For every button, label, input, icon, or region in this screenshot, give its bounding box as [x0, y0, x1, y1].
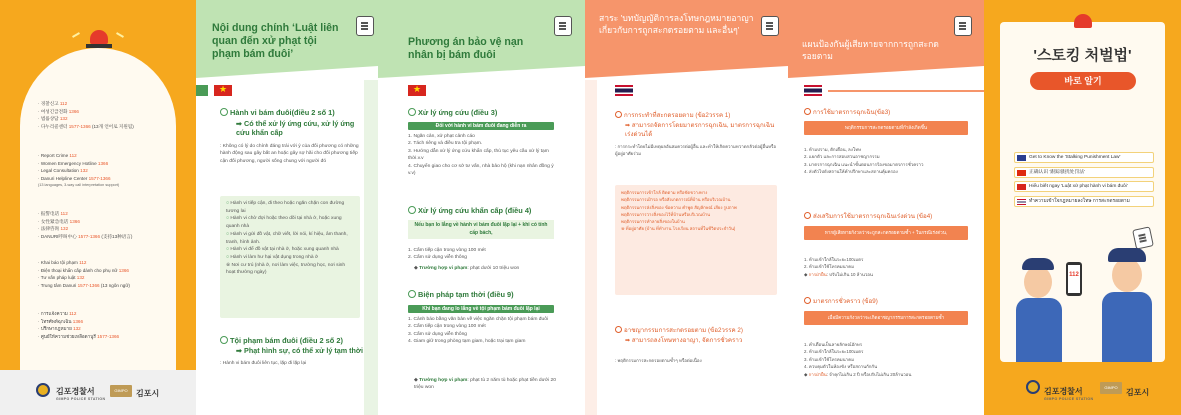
law-book-icon: [1132, 226, 1154, 249]
checkmark-icon: [408, 108, 416, 116]
siren-icon: [1074, 14, 1092, 28]
gimpo-city-logo: 김포시: [136, 389, 160, 398]
vietnam-flag-icon: [214, 85, 232, 96]
numbers-english: · Report Crime 112 · Women Emergency Hotline 1366 · Legal Consultation 132 · Danuri Helpline Center 1577-1366 (13 languages, 3-way call interpretation support): [38, 153, 120, 188]
panel-main-content-vn: Nội dung chính ‘Luật liên quan đến xử phạt tội phạm bám đuôi’ ★ Hành vi bám đuôi(điều 2 số 1) ➡ Có thể xử lý ứng cứu, xử lý ứng cứu khẩn cấp : Không có lý do chính đáng trái với ý của đối phương có những hành động sau gây bất an hoặc gây sợ hãi cho đối phương tiếp cận đối phương, người sống chung với người đó ○ Hành vi tiếp cận, đi theo hoặc ngăn chặn con đường tương lai ○ Hành vi chờ đợi hoặc theo dõi tại nhà ở, hoặc xung quanh nhà ○ Hành vi gửi đồ vật, chữ viết, lời nói, kí hiệu, âm thanh, tranh, hình ảnh. ○ Hành vi để đồ vật tại nhà ở, hoặc xung quanh nhà ○ Hành vi làm hư hại vật dụng trong nhà ở ※ Nơi cư trú (nhà ở, nơi làm việc, trường học, nơi sinh hoạt thường ngày) Tội phạm bám đuôi (điều 2 số 2) ➡ Phạt hình sự, có thể xử lý tạm thời : Hành vi bám đuôi liên tục, lặp đi lặp lại: [196, 0, 378, 415]
china-flag-icon: [1017, 170, 1026, 176]
checkmark-icon: [804, 108, 811, 115]
thailand-flag-icon: [1017, 199, 1026, 205]
checkmark-icon: [408, 206, 416, 214]
panel-emergency-numbers: [0, 0, 196, 415]
gimpo-city-mark: GIMPO: [110, 385, 132, 397]
panel-protection-th: แผนป้องกันผู้เสียหายจากการถูกสะกดรอยตาม การใช้มาตรการฉุกเฉิน(ข้อ3) พฤติกรรมการสะกดรอยตามที่กำลังเกิดขึ้น 1. ห้ามปราม, ตักเตือน, ลงโทษ 2. แยกตัว และการสอบสวนอาชญากรรม 3. มาตรการฉุกเฉิน แนะนำขั้นตอนการร้องขอมาตรการชั่วคราว 4. ส่งตัวไปยังสถานให้คำปรึกษาและสถานคุ้มครอง ส่งเสริมการใช้มาตรการฉุกเฉินเร่งด่วน (ข้อ4) หากผู้เสียหายกังวลว่าจะถูกสะกดรอยตามซ้ำ + ในกรณีเร่งด่วน, 1. ห้ามเข้าใกล้ในระยะ100เมตร 2. ห้ามเข้าใช้โทรคมนาคม ◆ การฝ่าฝืน: ปรับไม่เกิน 10 ล้านวอน มาตรการชั่วคราว (ข้อ9) เมื่อมีความกังวลว่าจะเกิดอาชญากรรมการสะกดรอยตามซ้ำ 1. คำเตือนเป็นลายลักษณ์อักษร 2. ห้ามเข้าใกล้ในระยะ100เมตร 3. ห้ามเข้าใช้โทรคมนาคม 4. ควบคุมตัวในห้องขัง หรือสถานกักกัน ◆ การฝ่าฝืน: จำคุกไม่เกิน 2 ปี หรือปรับไม่เกิน 20ล้านวอน: [788, 0, 984, 415]
footer-bar: [0, 370, 196, 415]
section-emergency-response: Xử lý ứng cứu khẩn cấp (điều 4): [408, 206, 568, 215]
police-logo: 김포경찰서 GIMPO POLICE STATION: [1044, 387, 1094, 401]
vietnam-flag-icon: [1017, 184, 1026, 190]
checkmark-icon: [408, 290, 416, 298]
language-list: [1014, 152, 1154, 210]
section-response: การใช้มาตรการฉุกเฉิน(ข้อ3): [804, 108, 974, 117]
numbers-korean: · 경찰신고 112 · 여성긴급전화 1366 · 법률상담 132 · 다누리콜센터 1577-1366 (13개 언어로 지원됨): [38, 101, 134, 129]
document-icon: [356, 16, 374, 36]
list-item: Get to Know the 'Stalking Punishment Law': [1014, 152, 1154, 163]
behavior-list: พฤติกรรมการเข้าใกล้ ติดตาม หรือขัดขวางทาง พฤติกรรมการเฝ้ารอ หรือสังเกตการณ์ที่บ้าน หรือบริเวณบ้าน พฤติกรรมการส่งสิ่งของ ข้อความ คำพูด สัญลักษณ์ เสียง รูปภาพ พฤติกรรมการวางสิ่งของไว้ที่บ้านหรือบริเวณบ้าน พฤติกรรมการทำลายสิ่งของในบ้าน ※ ที่อยู่อาศัย (บ้าน ที่ทำงาน โรงเรียน สถานที่ในชีวิตประจำวัน): [615, 185, 777, 295]
section-stalking-behavior: Hành vi bám đuôi(điều 2 số 1): [220, 108, 360, 117]
section-stalking-crime: Tội phạm bám đuôi (điều 2 số 2): [220, 336, 360, 345]
siren-icon: [90, 30, 108, 44]
behavior-list: ○ Hành vi tiếp cận, đi theo hoặc ngăn chặn con đường tương lai ○ Hành vi chờ đợi hoặc theo dõi tại nhà ở, hoặc xung quanh nhà ○ Hành vi gửi đồ vật, chữ viết, lời nói, kí hiệu, âm thanh, tranh, hình ảnh. ○ Hành vi để đồ vật tại nhà ở, hoặc xung quanh nhà ○ Hành vi làm hư hại vật dụng trong nhà ở ※ Nơi cư trú (nhà ở, nơi làm việc, trường học, nơi sinh hoạt thường ngày): [220, 196, 360, 318]
cover-subtitle-pill: 바로 알기: [1030, 72, 1136, 90]
document-icon: [761, 16, 779, 36]
section-stalking-crime: อาชญากรรมการสะกดรอยตาม (ข้อ2วรรค 2): [615, 326, 785, 335]
gimpo-city-mark: GIMPO: [1100, 382, 1122, 394]
numbers-chinese: · 报警电话 112 · 女性紧急电话 1366 · 法律咨询 132 · DANURI呼叫中心 1577-1366 (支持13种语言): [38, 211, 133, 239]
list-item: Hiểu biết ngay 'Luật xử phạt hành vi bám đuôi': [1014, 181, 1154, 192]
section-response: Xử lý ứng cứu (điều 3): [408, 108, 568, 117]
list-item: ทำความเข้าใจกฎหมายลงโทษ การสะกดรอยตาม: [1014, 196, 1154, 207]
section-stalking-behavior: การกระทำที่สะกดรอยตาม (ข้อ2วรรค 1): [615, 111, 785, 120]
list-item: 正确认识 '跟踪骚扰处罚法': [1014, 167, 1154, 178]
section-emergency-response: ส่งเสริมการใช้มาตรการฉุกเฉินเร่งด่วน (ข้อ4): [804, 212, 980, 221]
gimpo-city-logo: 김포시: [1126, 388, 1150, 397]
section-arrow-text: ➡ Có thể xử lý ứng cứu, xử lý ứng cứu khẩn cấp: [236, 119, 355, 137]
thailand-flag-icon: [615, 85, 633, 96]
phone-icon: 112: [1066, 262, 1082, 296]
numbers-vietnamese: · Khai báo tội phạm 112 · Điện thoại khẩn cấp dành cho phụ nữ 1366 · Tư vấn pháp luật 132 · Trung tâm Danuri 1577-1366 (13 ngôn ngữ): [38, 260, 130, 288]
panel-cover: [984, 0, 1181, 415]
section-temporary-measures: Biện pháp tạm thời (điều 9): [408, 290, 568, 299]
checkmark-icon: [804, 212, 811, 219]
police-emblem-icon: [36, 383, 50, 397]
police-logo: 김포경찰서 GIMPO POLICE STATION: [56, 387, 106, 401]
panel-title: Phương án bảo vệ nạn nhân bị bám đuôi: [408, 36, 524, 61]
police-emblem-icon: [1026, 380, 1040, 394]
checkmark-icon: [220, 108, 228, 116]
panel-title: แผนป้องกันผู้เสียหายจากการถูกสะกดรอยตาม: [802, 39, 939, 61]
checkmark-icon: [220, 336, 228, 344]
thailand-flag-icon: [804, 85, 822, 96]
section-temporary-measures: มาตรการชั่วคราว (ข้อ9): [804, 297, 974, 306]
checkmark-icon: [615, 326, 622, 333]
checkmark-icon: [615, 111, 622, 118]
panel-title: Nội dung chính ‘Luật liên quan đến xử phạt tội phạm bám đuôi’: [212, 22, 339, 60]
search-document-icon: [954, 16, 972, 36]
cover-title: '스토킹 처벌법': [1033, 47, 1132, 64]
search-document-icon: [554, 16, 572, 36]
panel-title: สาระ 'บทบัญญัติการลงโทษกฎหมายอาญา เกี่ยวกับการถูกสะกดรอยตาม และอื่นๆ': [599, 13, 754, 35]
checkmark-icon: [804, 297, 811, 304]
panel-protection-vn: Phương án bảo vệ nạn nhân bị bám đuôi ★ Xử lý ứng cứu (điều 3) Đối với hành vi bám đuôi đang diễn ra 1. Ngăn cản, xử phạt cảnh cáo 2. Tách riêng và điều tra tội phạm. 3. Hướng dẫn xử lý ứng cứu khẩn cấp, thủ tục yêu cầu xử lý tạm thời.v.v 4. Chuyển giao cho cơ sở tư vấn, nhà bảo hộ (khi nạn nhân đồng ý v.v) Xử lý ứng cứu khẩn cấp (điều 4) Nếu bạn lo lắng về hành vi bám đuôi lặp lại + khi có tính cấp bách, 1. Cấm tiếp cận trong vòng 100 mét 2. Cấm sử dụng viễn thông ◆ Trường hợp vi phạm: phạt dưới 10 triệu won Biện pháp tạm thời (điều 9) Khi bạn đang lo lắng về tội phạm bám đuôi lặp lại 1. Cảnh báo bằng văn bản về việc ngăn chặn tội phạm bám đuôi 2. Cấm tiếp cận trong vòng 100 mét 3. Cấm sử dụng viễn thông 4. Giam giữ trong phòng tạm giam, hoặc trại tạm giam ◆ Trường hợp vi phạm: phạt tù 2 năm tù hoặc phạt tiền dưới 20 triệu won: [378, 0, 585, 415]
panel-main-content-th: สาระ 'บทบัญญัติการลงโทษกฎหมายอาญา เกี่ยวกับการถูกสะกดรอยตาม และอื่นๆ' การกระทำที่สะกดรอยตาม (ข้อ2วรรค 1) ➡ สามารถจัดการโดยมาตรการฉุกเฉิน, มาตรการฉุกเฉินเร่งด่วนได้ : การกระทำโดยไม่มีเหตุผลอันสมควรต่อผู้อื่น และทำให้เกิดความหวาดกลัวต่อผู้อื่นหรือผู้อยู่อาศัยร่วม พฤติกรรมการเข้าใกล้ ติดตาม หรือขัดขวางทาง พฤติกรรมการเฝ้ารอ หรือสังเกตการณ์ที่บ้าน หรือบริเวณบ้าน พฤติกรรมการส่งสิ่งของ ข้อความ คำพูด สัญลักษณ์ เสียง รูปภาพ พฤติกรรมการวางสิ่งของไว้ที่บ้านหรือบริเวณบ้าน พฤติกรรมการทำลายสิ่งของในบ้าน ※ ที่อยู่อาศัย (บ้าน ที่ทำงาน โรงเรียน สถานที่ในชีวิตประจำวัน) อาชญากรรมการสะกดรอยตาม (ข้อ2วรรค 2) ➡ สามารถลงโทษทางอาญา, จัดการชั่วคราว : พฤติกรรมการสะกดรอยตามซ้ำๆ หรือต่อเนื่อง: [585, 0, 788, 415]
numbers-thai: · การแจ้งความ 112 · โทรศัพท์ฉุกเฉิน 1366 · ปรึกษากฎหมาย 132 · ศูนย์ให้ความช่วยเหลือดานูรี 1577-1366: [38, 311, 120, 339]
uk-flag-icon: [1017, 155, 1026, 161]
vietnam-flag-icon: [408, 85, 426, 96]
